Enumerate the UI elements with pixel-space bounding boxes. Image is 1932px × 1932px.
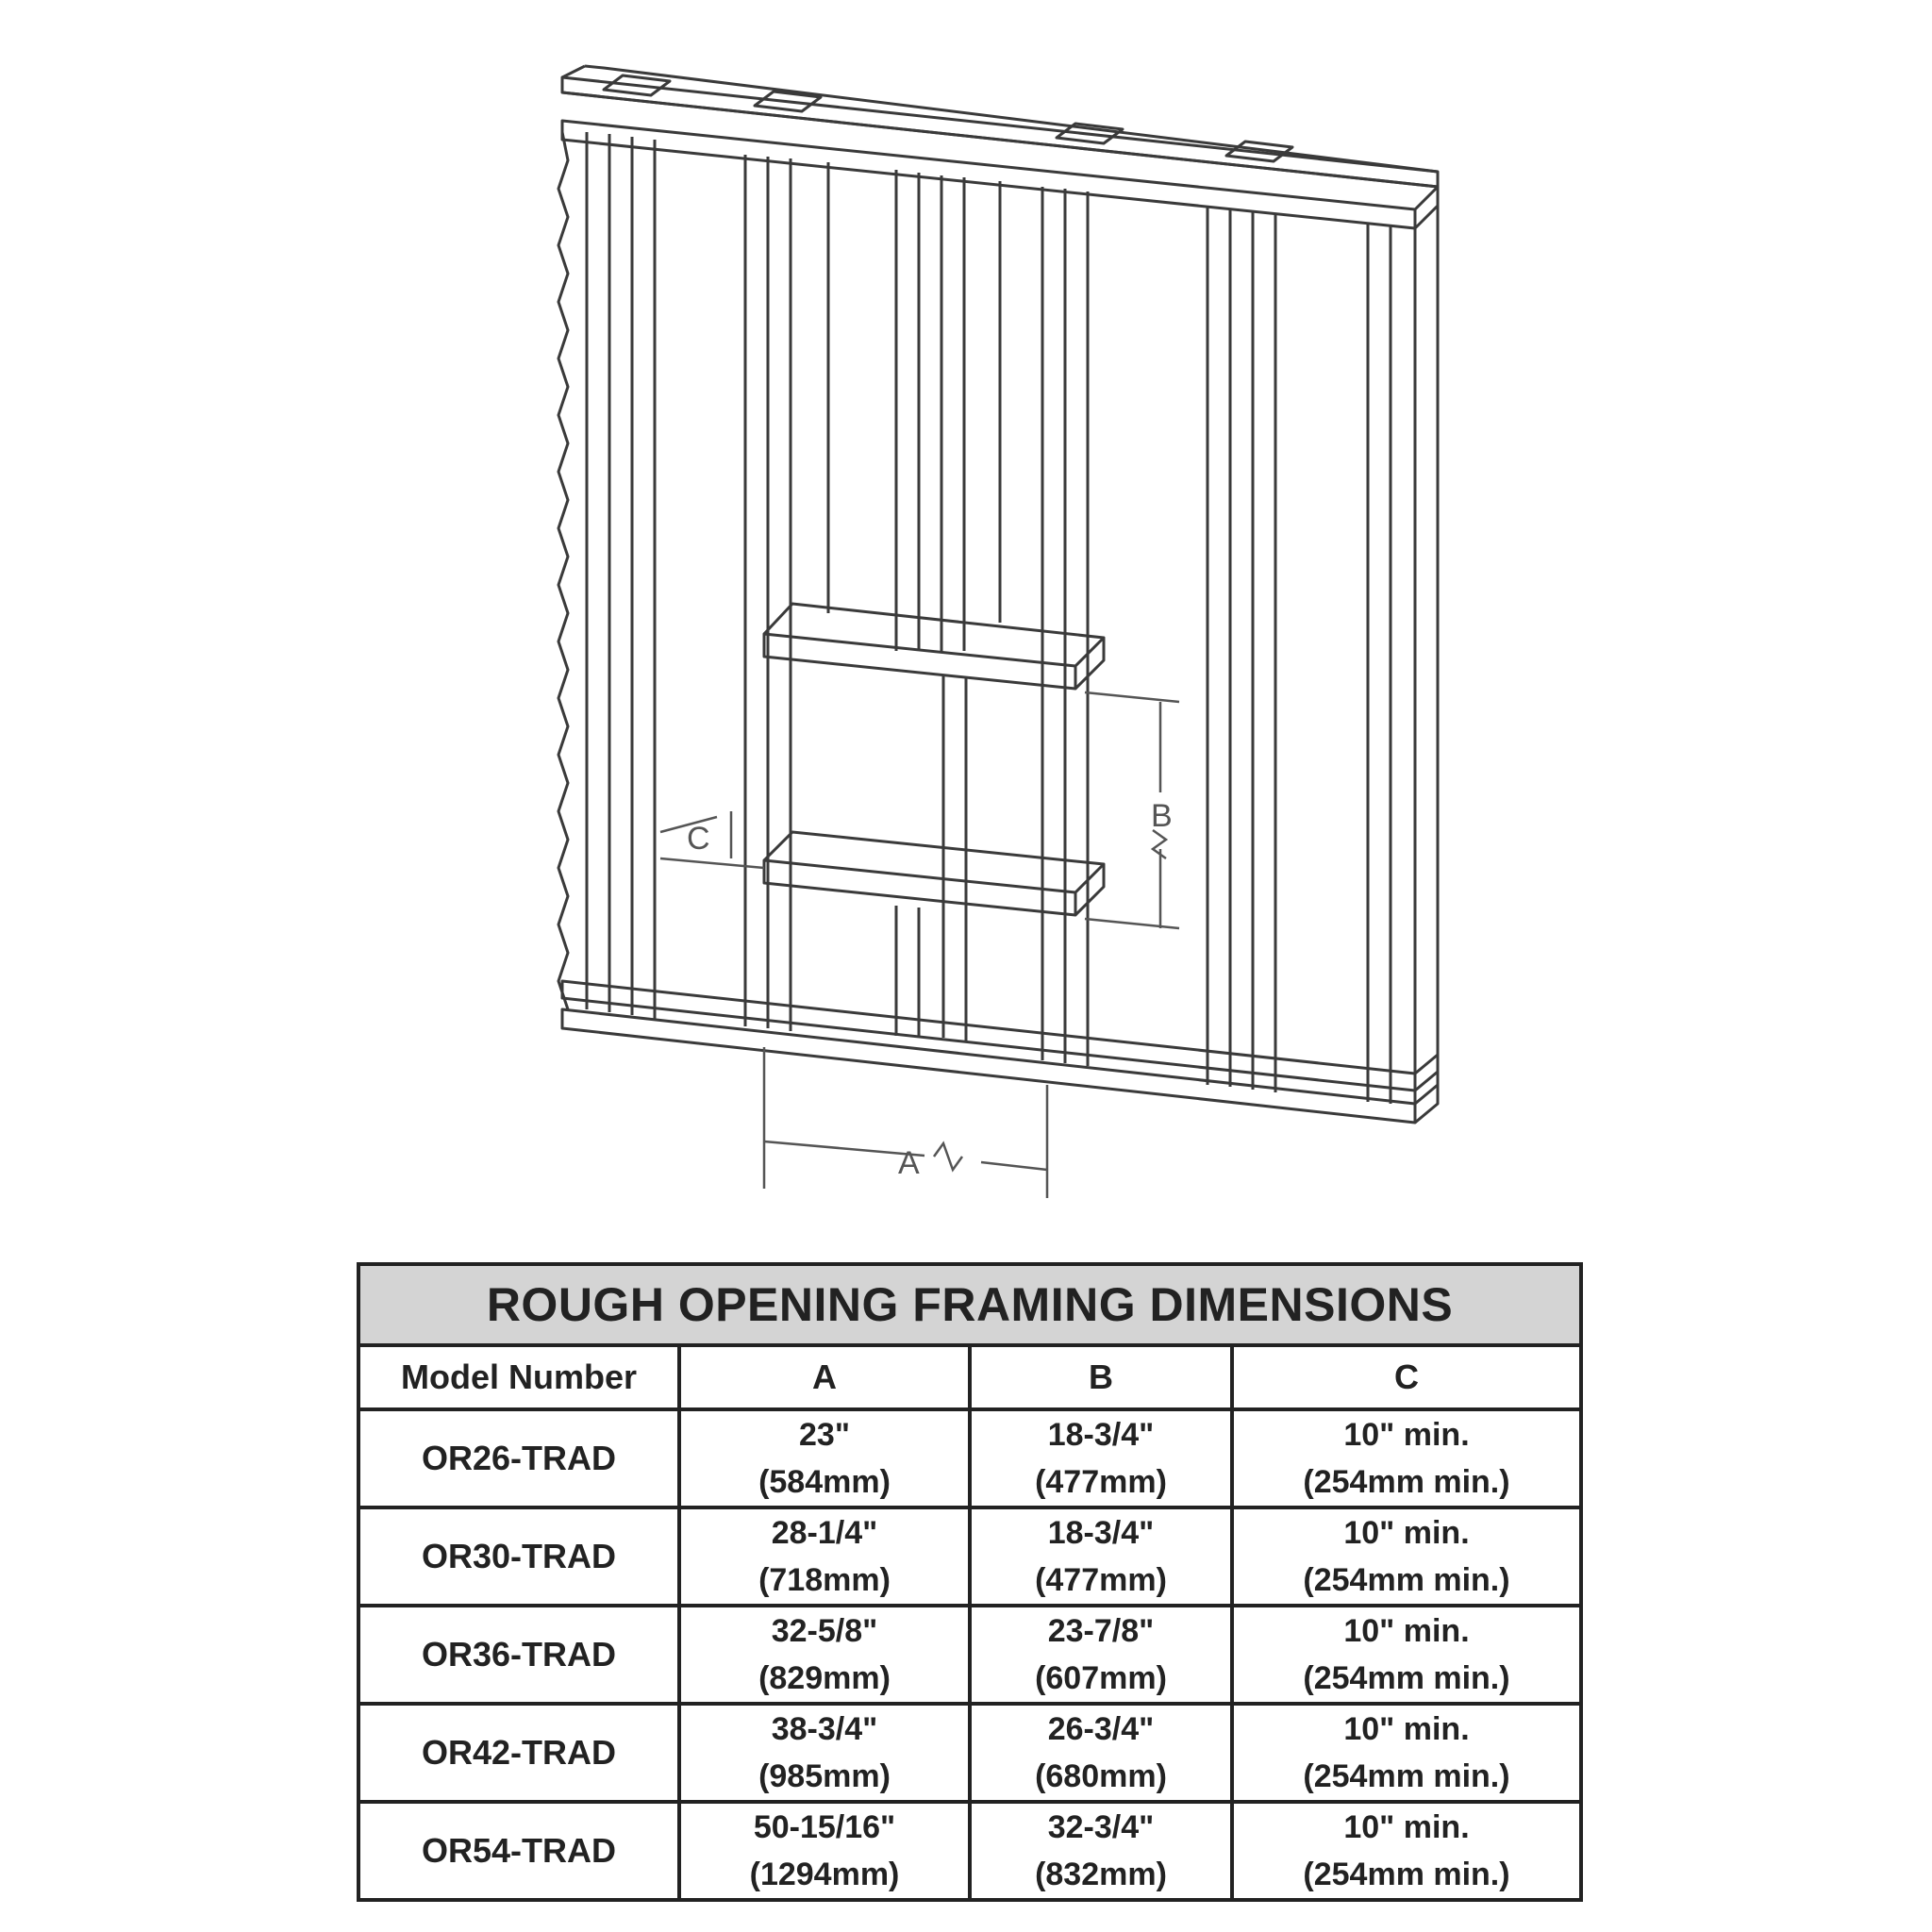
dimension-c-label: C [687, 821, 710, 857]
b-imperial: 32-3/4" [1047, 1809, 1155, 1845]
model-cell: OR36-TRAD [358, 1606, 679, 1704]
header [764, 604, 1104, 689]
opening-center-stud [943, 675, 966, 1041]
c-cell [1232, 1409, 1581, 1507]
a-metric: (985mm) [758, 1758, 891, 1794]
b-metric: (607mm) [1035, 1660, 1167, 1696]
c-metric: (254mm min.) [1303, 1562, 1510, 1598]
b-cell [970, 1606, 1232, 1704]
framing-dimensions-table [357, 1262, 1583, 1902]
a-cell [679, 1802, 970, 1900]
table-header-row [358, 1345, 1581, 1409]
c-imperial: 10" min. [1343, 1417, 1470, 1453]
framing-dimensions-table-wrap [357, 1262, 1579, 1902]
b-cell [970, 1704, 1232, 1802]
b-metric: (477mm) [1035, 1464, 1167, 1500]
c-metric: (254mm min.) [1303, 1660, 1510, 1696]
c-cell [1232, 1704, 1581, 1802]
c-imperial: 10" min. [1343, 1711, 1470, 1747]
a-cell [679, 1704, 970, 1802]
b-metric: (832mm) [1035, 1857, 1167, 1892]
c-cell [1232, 1507, 1581, 1606]
b-imperial: 18-3/4" [1047, 1515, 1155, 1551]
header-a: A [679, 1345, 970, 1409]
a-imperial: 32-5/8" [771, 1613, 878, 1649]
c-imperial: 10" min. [1343, 1613, 1470, 1649]
b-imperial: 26-3/4" [1047, 1711, 1155, 1747]
cripple-studs [828, 162, 1000, 651]
header-c: C [1232, 1345, 1581, 1409]
a-cell [679, 1409, 970, 1507]
a-metric: (829mm) [758, 1660, 891, 1696]
c-metric: (254mm min.) [1303, 1464, 1510, 1500]
dimension-a-label: A [898, 1145, 920, 1181]
dimension-b-label: B [1151, 798, 1173, 834]
a-metric: (584mm) [758, 1464, 891, 1500]
b-cell [970, 1802, 1232, 1900]
dimension-c-line [660, 811, 764, 868]
table-row [358, 1704, 1581, 1802]
table-row [358, 1409, 1581, 1507]
bottom-plate [562, 981, 1438, 1123]
c-imperial: 10" min. [1343, 1515, 1470, 1551]
b-cell [970, 1409, 1232, 1507]
b-imperial: 23-7/8" [1047, 1613, 1155, 1649]
c-metric: (254mm min.) [1303, 1857, 1510, 1892]
a-imperial: 38-3/4" [771, 1711, 878, 1747]
c-imperial: 10" min. [1343, 1809, 1470, 1845]
a-cell [679, 1507, 970, 1606]
wall-break-edge [558, 132, 568, 1009]
b-metric: (680mm) [1035, 1758, 1167, 1794]
header-b: B [970, 1345, 1232, 1409]
model-cell: OR42-TRAD [358, 1704, 679, 1802]
b-imperial: 18-3/4" [1047, 1417, 1155, 1453]
c-cell [1232, 1606, 1581, 1704]
c-cell [1232, 1802, 1581, 1900]
table-title: ROUGH OPENING FRAMING DIMENSIONS [358, 1264, 1581, 1345]
a-cell [679, 1606, 970, 1704]
b-metric: (477mm) [1035, 1562, 1167, 1598]
model-cell: OR54-TRAD [358, 1802, 679, 1900]
a-imperial: 50-15/16" [753, 1809, 896, 1845]
a-metric: (1294mm) [749, 1857, 900, 1892]
b-cell [970, 1507, 1232, 1606]
header-model-number: Model Number [358, 1345, 679, 1409]
sill [764, 832, 1104, 915]
model-cell: OR30-TRAD [358, 1507, 679, 1606]
model-cell: OR26-TRAD [358, 1409, 679, 1507]
table-row [358, 1802, 1581, 1900]
a-imperial: 23" [799, 1417, 850, 1453]
c-metric: (254mm min.) [1303, 1758, 1510, 1794]
a-metric: (718mm) [758, 1562, 891, 1598]
table-row [358, 1606, 1581, 1704]
a-imperial: 28-1/4" [771, 1515, 878, 1551]
table-row [358, 1507, 1581, 1606]
